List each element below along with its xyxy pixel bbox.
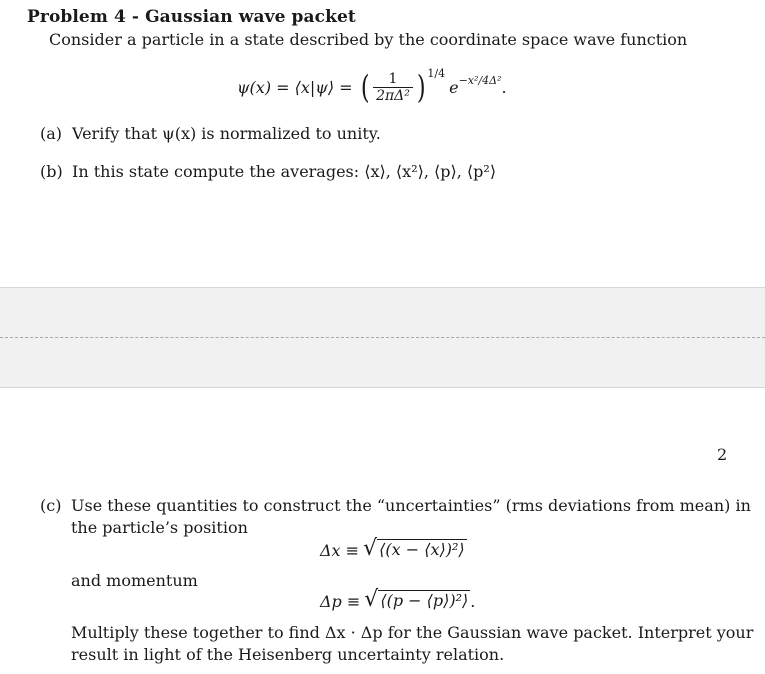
power-exponent: 1/4 xyxy=(427,66,446,80)
wavefunction-equation xyxy=(237,64,507,110)
fraction-numerator: 1 xyxy=(388,70,398,87)
exp-base: e xyxy=(449,77,459,97)
delta-x-radicand: ⟨(x − ⟨x⟩)²⟩ xyxy=(379,540,465,559)
page-break-line xyxy=(0,337,765,338)
delta-p-radicand: ⟨(p − ⟨p⟩)²⟩ xyxy=(380,591,469,610)
part-c-line-1: Use these quantities to construct the “uncertainties” (rms deviations from mean) in xyxy=(71,496,751,515)
left-paren: ( xyxy=(360,68,370,106)
part-c-line-2: the particle’s position xyxy=(71,518,248,537)
sqrt-symbol xyxy=(363,537,467,560)
delta-x-lhs: Δx ≡ xyxy=(320,541,360,560)
and-momentum-text: and momentum xyxy=(71,571,198,590)
equation-lhs: ψ(x) = ⟨x|ψ⟩ = xyxy=(237,77,353,97)
problem-intro: Consider a particle in a state described by the coordinate space wave function xyxy=(49,30,688,49)
page-break xyxy=(0,287,765,388)
fraction-denominator: 2πΔ² xyxy=(373,87,413,104)
part-a-label: (a) xyxy=(40,124,63,143)
part-a-text: Verify that ψ(x) is normalized to unity. xyxy=(72,124,381,143)
closing-line-1: Multiply these together to find Δx · Δp for the Gaussian wave packet. Interpret your xyxy=(71,623,754,642)
part-c-label: (c) xyxy=(40,496,62,515)
radical-sign: √ xyxy=(364,587,379,612)
radical-sign: √ xyxy=(363,536,378,561)
part-b-label: (b) xyxy=(40,162,63,181)
delta-p-lhs: Δp ≡ xyxy=(320,592,361,611)
page-number: 2 xyxy=(717,445,728,464)
closing-line-2: result in light of the Heisenberg uncertainty relation. xyxy=(71,645,505,664)
fraction xyxy=(373,71,413,104)
delta-x-equation xyxy=(320,537,467,560)
problem-title: Problem 4 - Gaussian wave packet xyxy=(27,7,356,27)
equation-period: . xyxy=(501,77,507,97)
sqrt-symbol xyxy=(364,588,470,611)
equation-period: . xyxy=(470,592,476,611)
part-b-text: In this state compute the averages: ⟨x⟩, ⟨x²⟩, ⟨p⟩, ⟨p²⟩ xyxy=(72,162,497,181)
right-paren: ) xyxy=(416,68,426,106)
delta-p-equation xyxy=(320,588,475,611)
exp-exponent: −x²/4Δ² xyxy=(458,73,502,87)
